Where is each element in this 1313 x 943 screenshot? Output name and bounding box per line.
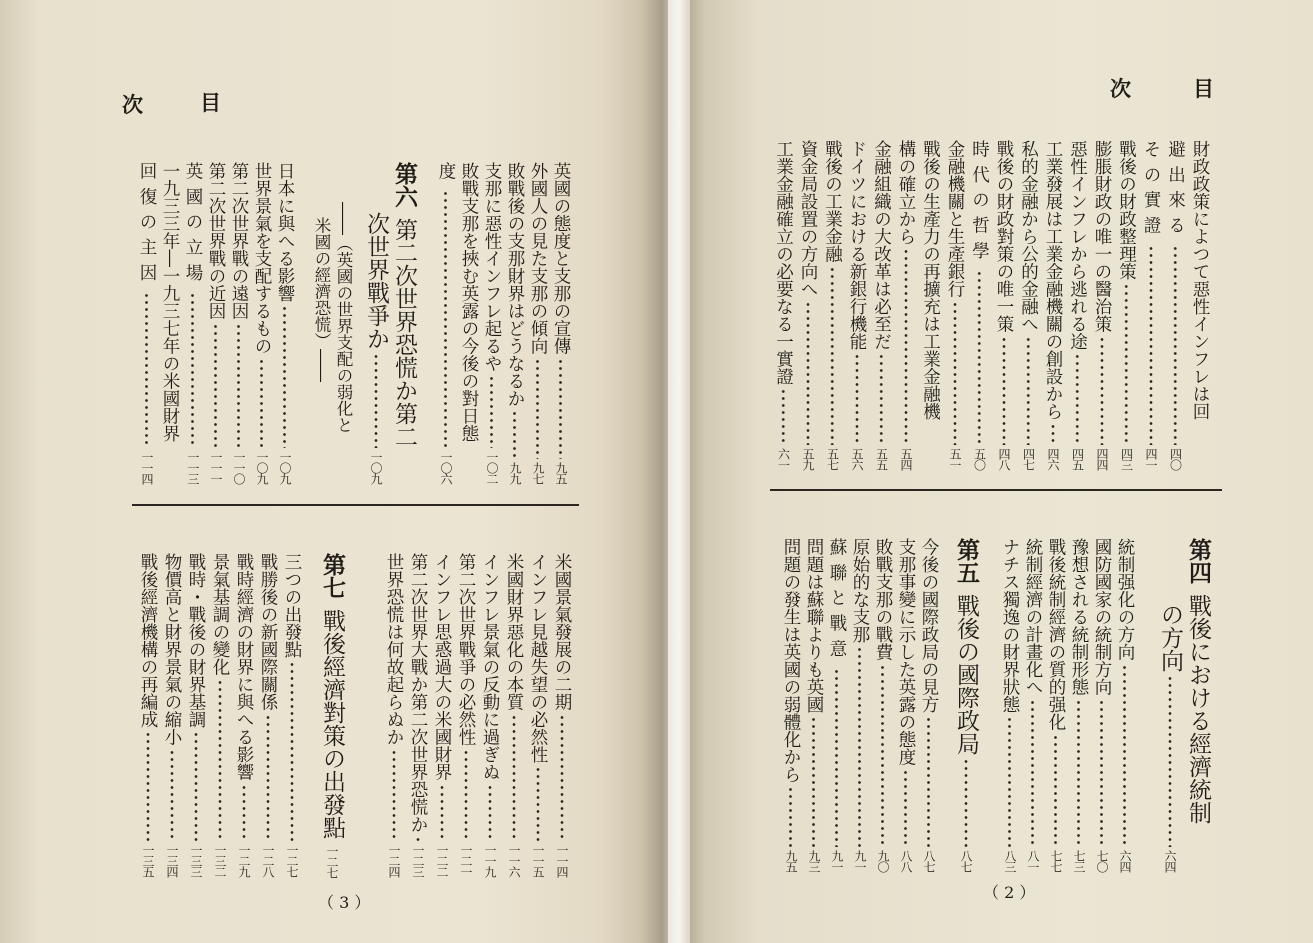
entry-title: 米國景氣發展の二期 — [552, 553, 572, 711]
entry-page-number: 一三二 — [213, 844, 227, 877]
toc-entry — [1044, 538, 1067, 872]
toc-entry — [232, 553, 256, 877]
entry-page-number: 一三五 — [141, 844, 155, 877]
entry-title: 國防國家の統制方向 — [1092, 538, 1112, 696]
toc-entry — [478, 553, 502, 877]
toc-entry — [454, 553, 478, 877]
toc-entry — [1114, 140, 1139, 470]
entry-title: 第二次世界恐慌か第二 — [391, 218, 417, 448]
dot-leader — [406, 836, 430, 841]
dot-leader — [502, 714, 526, 842]
entry-title: 構の確立から — [896, 140, 916, 245]
entry-title: 米國の經濟恐慌）―― — [312, 217, 331, 382]
toc-entry — [1067, 538, 1090, 872]
toc-entry — [967, 140, 992, 470]
toc-header-ji: 次 — [122, 92, 143, 117]
toc-entry — [430, 553, 454, 877]
dot-leader — [943, 301, 968, 446]
toc-header-moku: 目 — [200, 90, 221, 115]
entry-title: 三つの出發點 — [282, 553, 302, 658]
entry-page-number: 一二二 — [435, 844, 449, 877]
chapter-heading — [1184, 538, 1212, 872]
entry-page-number: 七七 — [1049, 850, 1063, 872]
entry-title: 支那に惡性インフレ起るや — [482, 162, 502, 372]
entry-page-number: 九五 — [784, 850, 798, 872]
entry-page-number: 一一五 — [531, 844, 545, 877]
entry-title: 敗戰後の支那財界はどうなるか — [505, 162, 525, 407]
toc-entry — [480, 162, 503, 484]
toc-entry-line — [918, 140, 943, 470]
entry-page-number: 一一四 — [555, 844, 569, 877]
toc-bottom-section — [124, 553, 574, 877]
dot-leader — [135, 292, 158, 448]
dot-leader — [160, 749, 184, 842]
dot-leader — [1090, 699, 1113, 848]
entry-page-number: 五〇 — [972, 448, 987, 470]
toc-entry — [1090, 538, 1113, 872]
dot-leader — [181, 292, 204, 448]
entry-page-number: 一二八 — [261, 844, 275, 877]
toc-header-moku: 目 — [1193, 76, 1214, 101]
dot-leader — [802, 716, 825, 847]
entry-title: 回復の主因 — [137, 162, 157, 289]
chapter-heading — [390, 162, 418, 484]
entry-title: 物價高と財界景氣の縮小 — [162, 553, 182, 746]
chapter-subtitle — [332, 162, 354, 484]
chapter-number: 第五 — [953, 538, 980, 584]
dot-leader — [825, 668, 848, 847]
entry-page-number: 九一 — [853, 850, 867, 872]
entry-title: 一九三三年―一九三七年の米國財界 — [160, 162, 180, 442]
entry-page-number: 五九 — [801, 448, 815, 470]
dot-leader — [232, 784, 256, 842]
toc-entry — [1139, 140, 1164, 470]
entry-title: 第二次世界戰の近因 — [206, 162, 226, 320]
dot-leader — [208, 679, 232, 842]
entry-title: 外國人の見た支那の傾向 — [528, 162, 548, 355]
entry-title: 問題は蘇聯よりも英國 — [804, 538, 824, 713]
entry-page-number: 五五 — [874, 448, 889, 470]
toc-entry — [1065, 140, 1090, 470]
entry-page-number: 四一 — [1144, 448, 1158, 470]
toc-entry — [998, 538, 1021, 872]
toc-entry — [1113, 538, 1136, 872]
toc-entry — [502, 553, 526, 877]
dot-leader — [796, 301, 821, 446]
entry-title: 戰後經濟機構の再編成 — [138, 553, 158, 728]
dot-leader — [1156, 675, 1184, 847]
chapter-number: 第六 — [391, 162, 418, 208]
entry-title: 財政政策によつて惡性インフレは回 — [1190, 140, 1210, 420]
entry-title: インフレ思惑過大の米國財界 — [432, 553, 452, 781]
entry-title: 第二次世界大戰か第二次世界恐慌か — [408, 553, 428, 833]
entry-title: 戰後の財政對策の唯一策 — [994, 140, 1014, 333]
dot-leader — [998, 716, 1021, 847]
entry-title: 工業發展は工業金融機關の創設から — [1043, 140, 1063, 420]
entry-title: 避出來る — [1165, 140, 1186, 242]
toc-header-ji: 次 — [1110, 76, 1131, 101]
entry-title: 資金局設置の方向へ — [798, 140, 818, 298]
toc-top-section — [122, 162, 572, 484]
toc-entry — [802, 538, 825, 872]
dot-leader — [549, 358, 572, 460]
dot-leader — [894, 769, 917, 848]
toc-entry — [820, 140, 845, 470]
toc-entry — [943, 140, 968, 470]
entry-page-number: 七〇 — [1095, 850, 1109, 872]
entry-title: 問題の發生は英國の弱體化から — [781, 538, 801, 783]
entry-page-number: 五六 — [850, 448, 864, 470]
toc-entry — [1163, 140, 1188, 470]
entry-title: 戰勝後の新國際關係 — [258, 553, 278, 711]
toc-entry — [1090, 140, 1115, 470]
entry-title: 第二次世界戰爭の必然性 — [456, 553, 476, 746]
dot-leader — [454, 749, 478, 842]
entry-title: 戰後における經濟統制 — [1185, 594, 1211, 824]
entry-title: 米國財界惡化の本質 — [504, 553, 524, 711]
entry-title: 統制經濟の計畫化へ — [1023, 538, 1043, 696]
dot-leader — [1044, 734, 1067, 848]
toc-entry — [1016, 140, 1041, 470]
dot-leader — [845, 353, 870, 445]
toc-entry — [845, 140, 870, 470]
entry-title: インフレ見越失望の必然性 — [528, 553, 548, 763]
toc-entry — [184, 553, 208, 877]
dot-leader — [952, 758, 980, 847]
entry-title: 私的金融から公的金融へ — [1018, 140, 1039, 333]
entry-page-number: 一二七 — [325, 845, 339, 878]
entry-title: 戰時・戰後の財界基調 — [186, 553, 206, 728]
entry-page-number: 八三 — [1003, 850, 1017, 872]
entry-title: 蘇聯と戰意 — [827, 538, 847, 665]
entry-page-number: 六四 — [1118, 850, 1132, 872]
entry-title: 原始的な支那 — [850, 538, 870, 643]
toc-entry — [434, 162, 457, 484]
toc-entry — [917, 538, 940, 872]
toc-entry-line — [457, 162, 480, 484]
dot-leader — [526, 766, 550, 841]
dot-leader — [550, 714, 574, 842]
entry-title: 戰後統制經濟の質的强化 — [1046, 538, 1066, 731]
toc-entry — [256, 553, 280, 877]
chapter-number: 第七 — [319, 553, 346, 599]
dot-leader — [250, 358, 273, 449]
entry-page-number: 九九 — [508, 462, 522, 484]
toc-entry — [871, 538, 894, 872]
entry-title: ――（英國の世界支配の弱化と — [334, 202, 353, 433]
entry-page-number: 四八 — [997, 448, 1011, 470]
toc-entry — [796, 140, 821, 470]
chapter-subtitle-continued — [310, 162, 332, 484]
toc-entry — [204, 162, 227, 484]
dot-leader — [894, 248, 919, 445]
entry-title: 金融機關と生產銀行 — [945, 140, 965, 298]
chapter-heading-continued — [362, 162, 390, 484]
entry-page-number: 八七 — [959, 850, 973, 872]
dot-leader — [526, 358, 549, 460]
dot-leader — [362, 353, 390, 448]
dot-leader — [1041, 423, 1066, 445]
dot-leader — [869, 353, 894, 445]
dot-leader — [1113, 664, 1136, 848]
dot-leader — [1016, 336, 1041, 446]
entry-page-number: 一〇九 — [255, 451, 269, 484]
entry-page-number: 四七 — [1021, 448, 1036, 470]
entry-page-number: 一一六 — [507, 844, 521, 877]
entry-page-number: 一一四 — [140, 451, 154, 484]
dot-leader — [503, 410, 526, 459]
toc-entry — [503, 162, 526, 484]
entry-page-number: 一二一 — [459, 844, 473, 877]
entry-title: 戰後經濟對策の出發點 — [319, 609, 345, 839]
toc-entry — [280, 553, 304, 877]
entry-page-number: 四三 — [1119, 448, 1134, 470]
dot-leader — [480, 375, 503, 448]
entry-page-number: 一一〇 — [232, 451, 246, 484]
toc-entry — [208, 553, 232, 877]
entry-title: 豫想される統制形態 — [1069, 538, 1089, 696]
entry-page-number: 八一 — [1026, 850, 1040, 872]
entry-title: 支那事變に示した英露の態度 — [896, 538, 916, 766]
toc-entry — [406, 553, 430, 877]
entry-page-number: 六一 — [776, 448, 791, 470]
toc-entry — [160, 553, 184, 877]
toc-entry — [382, 553, 406, 877]
entry-page-number: 八八 — [899, 850, 913, 872]
dot-leader — [1139, 245, 1164, 446]
toc-entry — [779, 538, 802, 872]
entry-title: 統制强化の方向 — [1115, 538, 1135, 661]
dot-leader — [771, 388, 796, 445]
entry-page-number: 七三 — [1072, 850, 1086, 872]
toc-entry — [227, 162, 250, 484]
toc-entry — [869, 140, 894, 470]
entry-page-number: 一〇九 — [369, 451, 383, 484]
dot-leader — [280, 661, 304, 841]
entry-title: 戰後の工業金融 — [822, 140, 843, 263]
entry-page-number: 四五 — [1070, 448, 1085, 470]
entry-page-number: 一二四 — [387, 844, 401, 877]
chapter-heading — [952, 538, 980, 872]
dot-leader — [434, 190, 457, 448]
book-gutter — [668, 0, 690, 943]
entry-title: 敗戰支那の戰費 — [873, 538, 893, 661]
entry-title: 戰後の財政整理策 — [1116, 140, 1137, 280]
entry-page-number: 一二九 — [237, 844, 251, 877]
entry-title: 度 — [436, 162, 456, 188]
page-number-folio: （ 2 ） — [983, 883, 1036, 902]
entry-title: 戰時經濟の財界に與へる影響 — [234, 553, 254, 781]
entry-title: 戰後の國際政局 — [953, 594, 979, 755]
dot-leader — [227, 323, 250, 449]
entry-title: インフレ景氣の反動に過ぎぬ — [480, 553, 500, 781]
toc-entry-line — [1188, 140, 1213, 470]
toc-entry — [894, 538, 917, 872]
dot-leader — [273, 305, 296, 448]
entry-page-number: 一二七 — [285, 844, 299, 877]
dot-leader — [992, 336, 1017, 446]
entry-page-number: 一〇九 — [278, 451, 292, 484]
toc-entry — [250, 162, 273, 484]
entry-title: 第二次世界戰の遠因 — [229, 162, 249, 320]
toc-entry — [526, 553, 550, 877]
toc-entry — [135, 162, 158, 484]
toc-entry — [1021, 538, 1044, 872]
entry-page-number: 九五 — [554, 462, 568, 484]
entry-page-number: 九三 — [807, 850, 821, 872]
dot-leader — [382, 749, 406, 842]
chapter-heading-continued — [1156, 538, 1184, 872]
chapter-number: 第四 — [1185, 538, 1212, 584]
entry-page-number: 一二三 — [411, 844, 425, 877]
dot-leader — [136, 731, 160, 841]
entry-page-number: 四四 — [1095, 448, 1109, 470]
entry-page-number: 一三三 — [189, 844, 203, 877]
entry-page-number: 九一 — [830, 850, 844, 872]
dot-leader — [1090, 336, 1115, 446]
entry-page-number: 一三四 — [165, 844, 179, 877]
entry-title: 世界恐慌は何故起らぬか — [384, 553, 404, 746]
entry-title: 金融組織の大改革は必至だ — [871, 140, 892, 350]
entry-title: 膨脹財政の唯一の醫治策 — [1092, 140, 1112, 333]
page-number-folio: （ 3 ） — [318, 893, 371, 912]
toc-entry — [526, 162, 549, 484]
section-divider — [770, 489, 1222, 491]
section-divider — [132, 504, 579, 506]
entry-page-number: 四〇 — [1168, 448, 1183, 470]
dot-leader — [478, 784, 502, 842]
dot-leader — [1067, 699, 1090, 848]
entry-page-number: 五四 — [899, 448, 913, 470]
dot-leader — [848, 646, 871, 847]
toc-entry-line — [158, 162, 181, 484]
entry-title: 英國の立場 — [183, 162, 203, 289]
toc-entry — [848, 538, 871, 872]
toc-entry — [1041, 140, 1066, 470]
entry-title: 英國の態度と支那の宣傳 — [551, 162, 571, 355]
toc-entry — [771, 140, 796, 470]
entry-page-number: 九七 — [531, 462, 545, 484]
dot-leader — [779, 786, 802, 847]
entry-title: ドイツにおける新銀行機能 — [847, 140, 867, 350]
entry-title: 世界景氣を支配するもの — [252, 162, 272, 355]
entry-title: ナチス獨逸の財界狀態 — [1000, 538, 1020, 713]
dot-leader — [1021, 699, 1044, 848]
entry-page-number: 四六 — [1046, 448, 1060, 470]
dot-leader — [204, 323, 227, 449]
entry-title: 戰後の生產力の再擴充は工業金融機 — [920, 140, 941, 420]
dot-leader — [184, 731, 208, 841]
toc-entry — [181, 162, 204, 484]
entry-title: 工業金融確立の必要なる一實證 — [773, 140, 794, 385]
dot-leader — [967, 270, 992, 445]
entry-page-number: 一一一 — [209, 451, 223, 484]
entry-title: 景氣基調の變化 — [210, 553, 230, 676]
entry-page-number: 一一九 — [483, 844, 497, 877]
entry-title: 日本に與へる影響 — [275, 162, 295, 302]
toc-entry — [136, 553, 160, 877]
toc-entry — [992, 140, 1017, 470]
entry-page-number: 九〇 — [876, 850, 890, 872]
entry-title: 今後の國際政局の見方 — [919, 538, 939, 713]
dot-leader — [917, 716, 940, 847]
entry-page-number: 五一 — [948, 448, 962, 470]
dot-leader — [1065, 353, 1090, 445]
chapter-heading — [318, 553, 346, 877]
entry-title: 敗戰支那を挾む英露の今後の對日態 — [459, 162, 479, 442]
toc-entry — [273, 162, 296, 484]
toc-entry — [550, 553, 574, 877]
dot-leader — [871, 664, 894, 848]
toc-entry — [894, 140, 919, 470]
dot-leader — [820, 266, 845, 446]
entry-title: の方向 — [1157, 603, 1183, 672]
toc-top-section — [752, 140, 1212, 470]
entry-page-number: 六四 — [1163, 850, 1177, 872]
dot-leader — [430, 784, 454, 842]
toc-bottom-section — [772, 538, 1212, 872]
dot-leader — [1163, 245, 1188, 446]
entry-title: 次世界戰爭か — [363, 212, 389, 350]
entry-title: 惡性インフレから逃れる途 — [1067, 140, 1088, 350]
dot-leader — [1114, 283, 1139, 445]
toc-entry — [549, 162, 572, 484]
dot-leader — [256, 714, 280, 842]
entry-page-number: 一一三 — [186, 451, 200, 484]
entry-page-number: 一〇六 — [439, 451, 453, 484]
toc-entry — [825, 538, 848, 872]
entry-page-number: 八七 — [922, 850, 936, 872]
entry-title: 時代の哲學 — [969, 140, 990, 267]
entry-page-number: 五七 — [825, 448, 840, 470]
entry-page-number: 一〇二 — [485, 451, 499, 484]
entry-title: その實證 — [1141, 140, 1161, 242]
